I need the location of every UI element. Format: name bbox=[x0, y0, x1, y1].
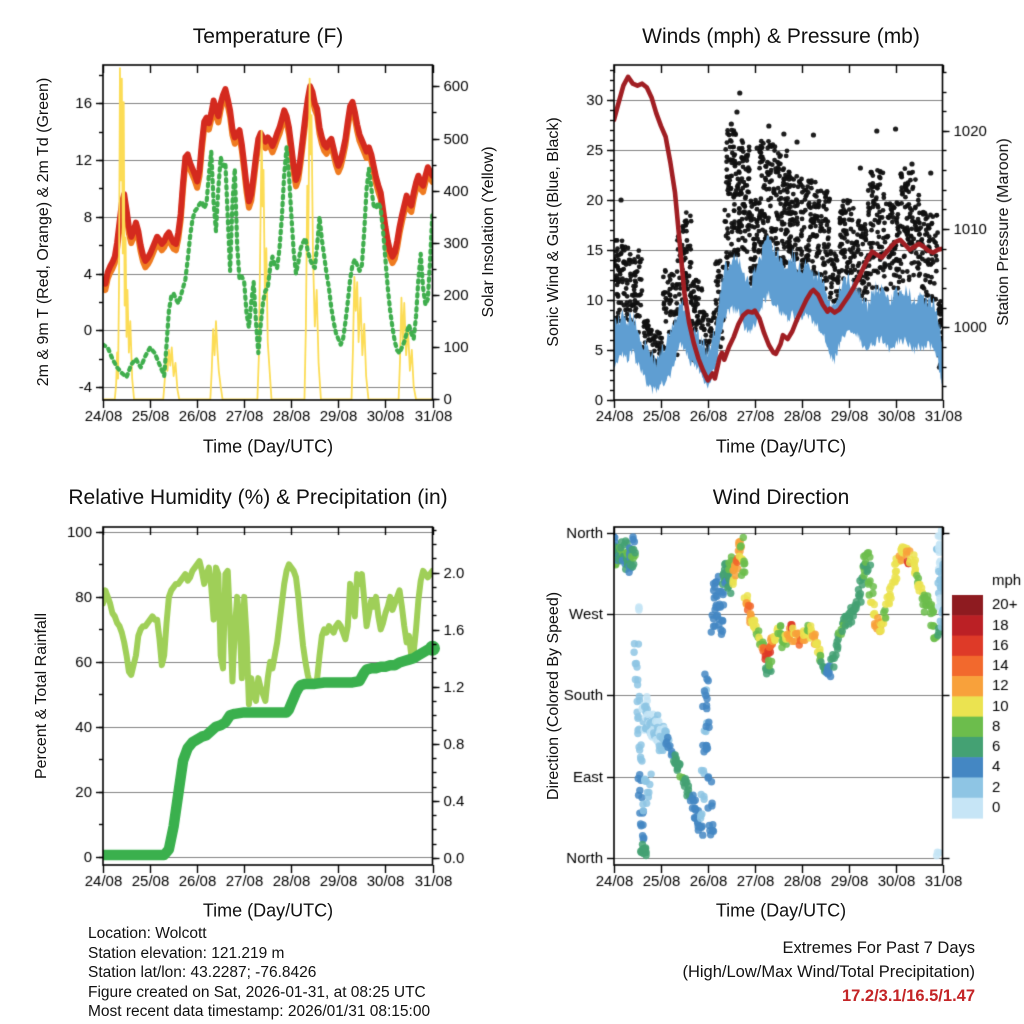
direction-xaxis-label: Time (Day/UTC) bbox=[715, 900, 847, 921]
figure-created-line: Figure created on Sat, 2026-01-31, at 08:25 UTC bbox=[88, 983, 426, 1001]
pressure-right-axis-label: Station Pressure (Maroon) bbox=[995, 138, 1012, 326]
humidity-left-axis-label: Percent & Total Rainfall bbox=[33, 612, 50, 780]
temperature-xaxis-label: Time (Day/UTC) bbox=[202, 436, 334, 457]
wind-left-axis-label: Sonic Wind & Gust (Blue, Black) bbox=[545, 117, 562, 347]
station-latlon: Station lat/lon: 43.2287; -76.8426 bbox=[88, 964, 317, 982]
direction-left-axis-label: Direction (Colored By Speed) bbox=[545, 591, 562, 801]
extremes-title: Extremes For Past 7 Days bbox=[782, 939, 975, 957]
temperature-left-axis-label: 2m & 9m T (Red, Orange) & 2m Td (Green) bbox=[35, 77, 52, 387]
temperature-chart-title: Temperature (F) bbox=[192, 25, 344, 48]
extremes-values: 17.2/3.1/16.5/1.47 bbox=[841, 987, 975, 1005]
winds-xaxis-label: Time (Day/UTC) bbox=[715, 436, 847, 457]
winds-pressure-chart-title: Winds (mph) & Pressure (mb) bbox=[642, 25, 920, 48]
extremes-subtitle: (High/Low/Max Wind/Total Precipitation) bbox=[682, 963, 975, 981]
station-elevation: Station elevation: 121.219 m bbox=[88, 944, 285, 962]
extremes-block bbox=[682, 936, 975, 1008]
humidity-precip-chart-title: Relative Humidity (%) & Precipitation (in) bbox=[68, 486, 448, 509]
humidity-xaxis-label: Time (Day/UTC) bbox=[202, 900, 334, 921]
latest-data-timestamp: Most recent data timestamp: 2026/01/31 08:15:00 bbox=[88, 1003, 431, 1021]
station-info-block bbox=[88, 924, 430, 1022]
wind-direction-chart-title: Wind Direction bbox=[712, 486, 850, 509]
station-location: Location: Wolcott bbox=[88, 925, 207, 942]
solar-right-axis-label: Solar Insolation (Yellow) bbox=[480, 146, 497, 318]
